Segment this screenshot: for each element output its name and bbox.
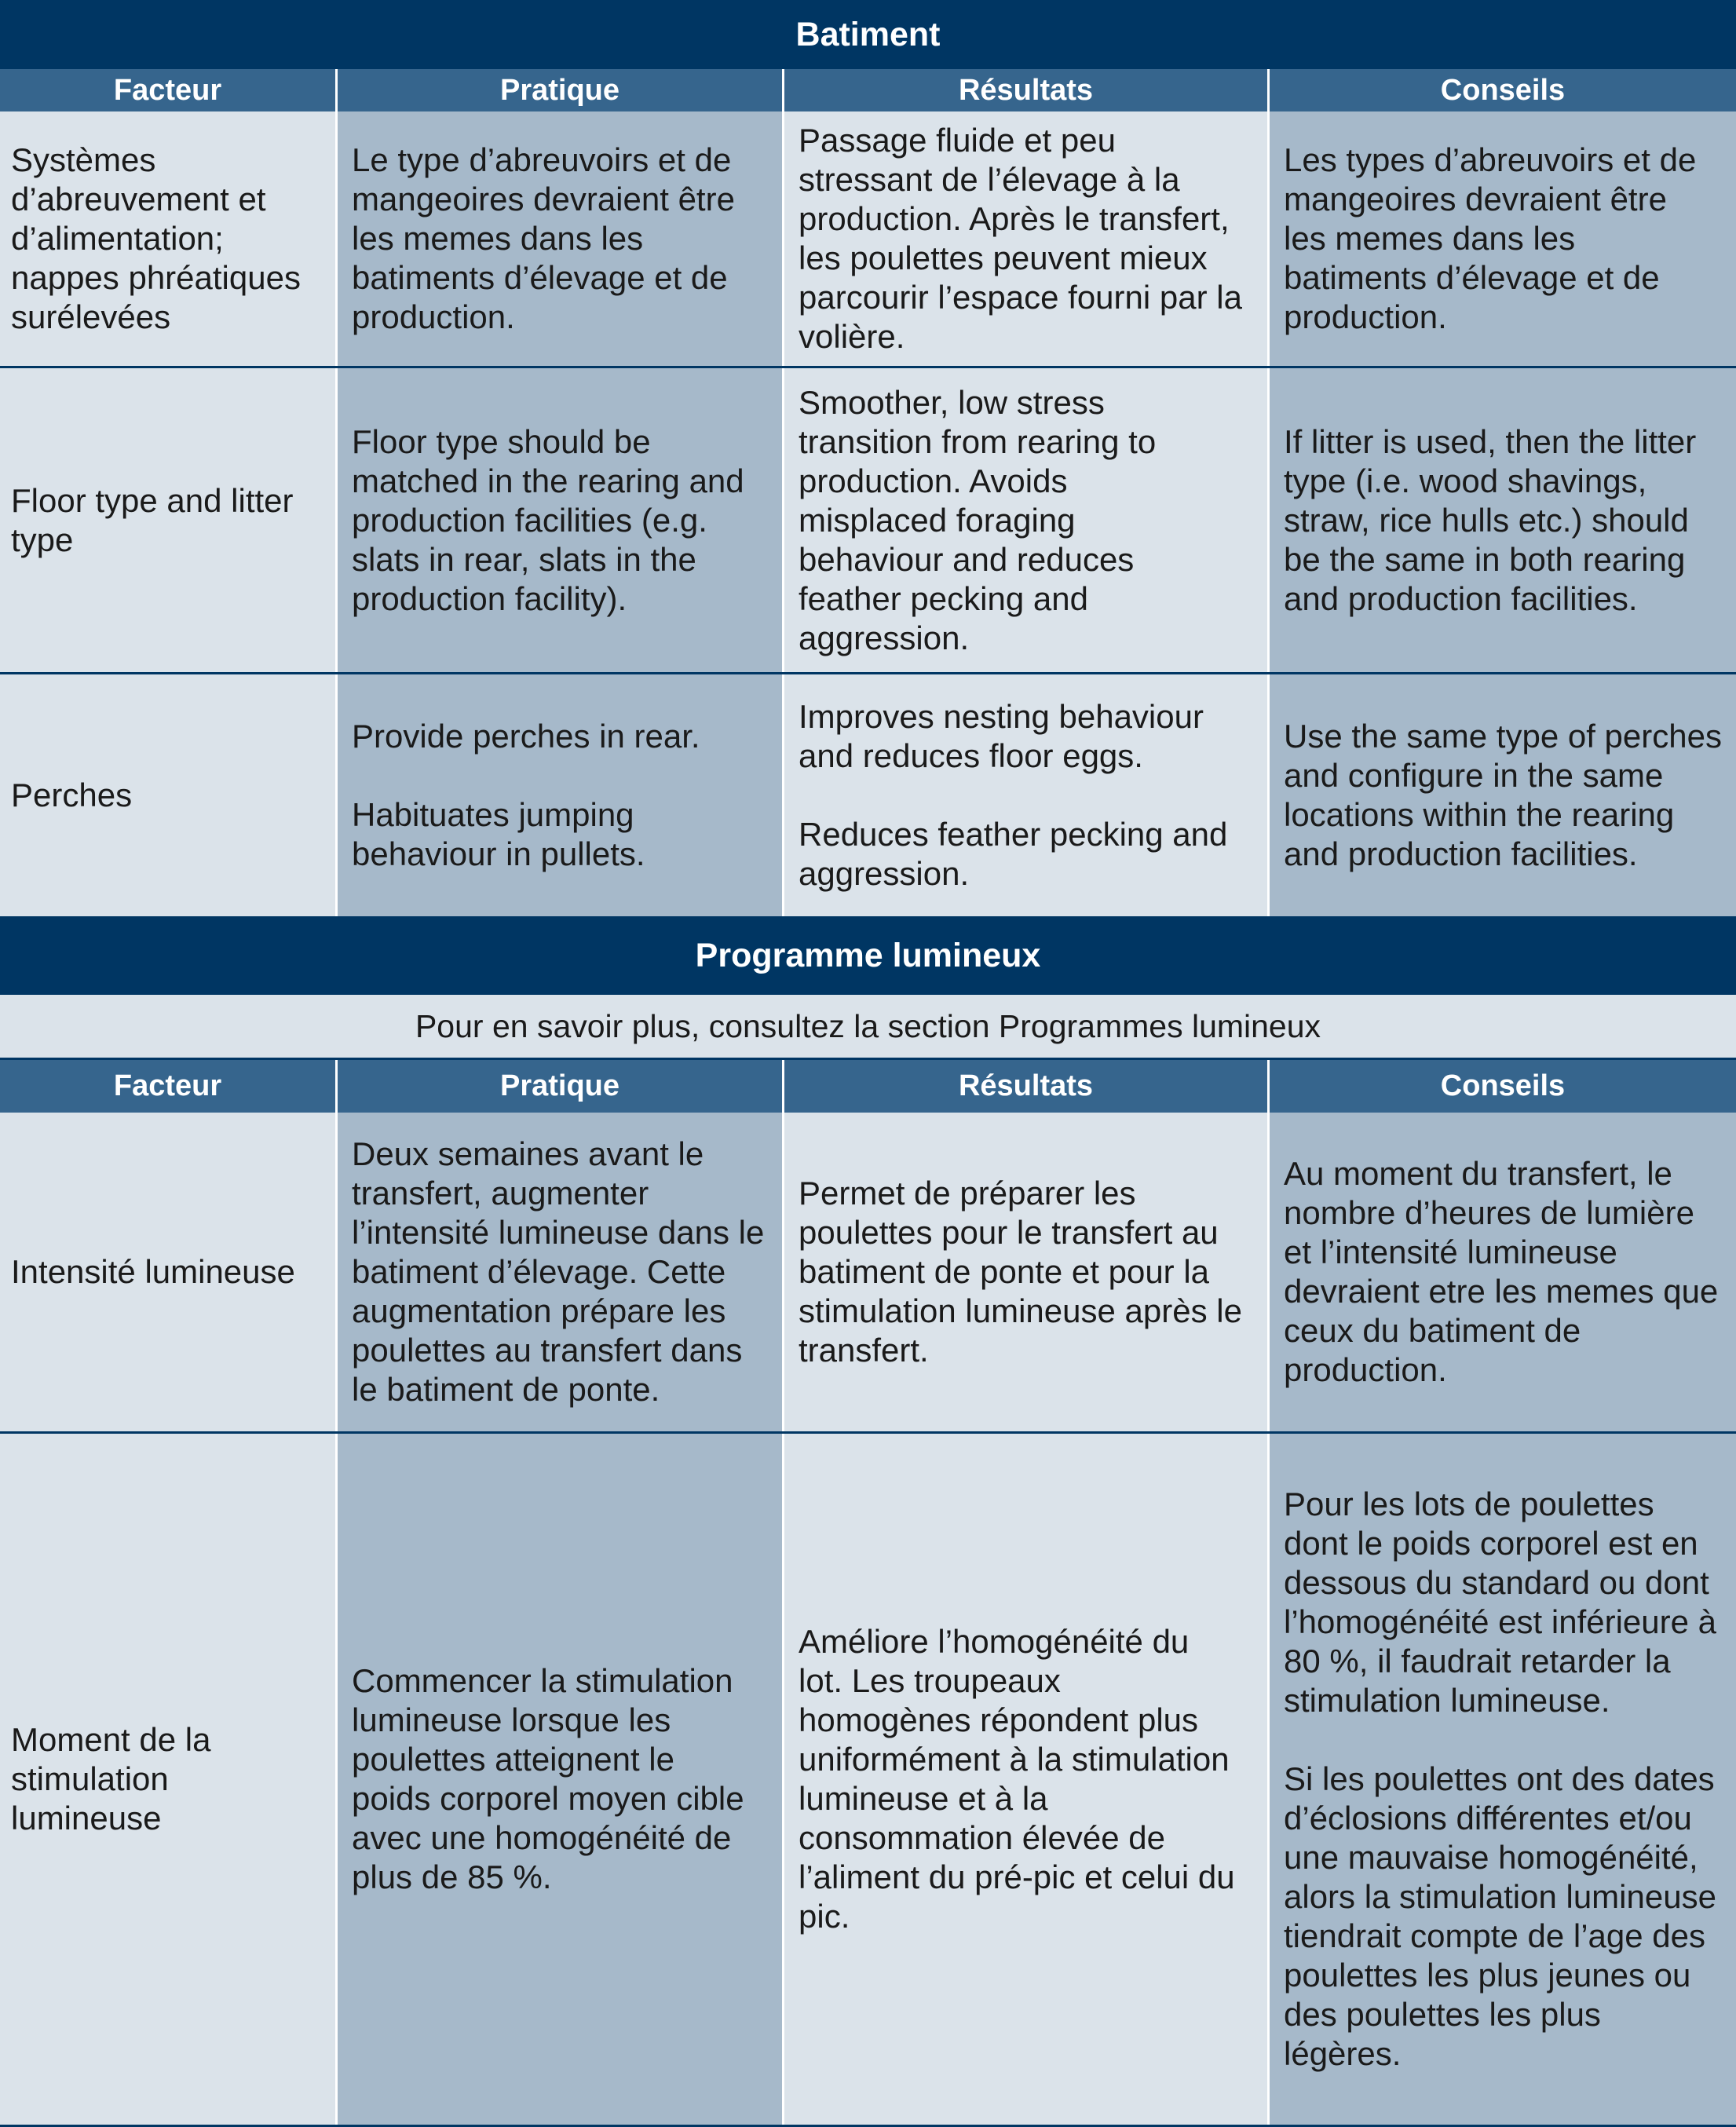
cell-facteur: Systèmes d’abreuvement et d’alimentation; nappes phréatiques surélevées xyxy=(0,111,335,366)
cell-facteur: Perches xyxy=(0,674,335,916)
header-resultats: Résultats xyxy=(958,1069,1094,1102)
header-resultats: Résultats xyxy=(958,73,1094,107)
cell-conseils: Pour les lots de poulettes dont le poids corporel est en dessous du standard ou dont l’homogénéité est inférieure à 80 %, il faudrait retarder la stimulation lumineuse. Si les poulettes ont des dates d’éclosions différentes et/ou une mauvaise homogénéité, alors la stimulation lumineuse tiendrait compte de l’age des poulettes les plus jeunes ou des poulettes les plus légères. xyxy=(1270,1434,1736,2125)
section-title-programme-lumineux xyxy=(0,916,1736,995)
header-pratique: Pratique xyxy=(499,1069,620,1102)
cell-resultats: Passage fluide et peu stressant de l’élevage à la production. Après le transfert, les poulettes peuvent mieux parcourir l’espace fourni par la volière. xyxy=(784,111,1267,366)
cell-conseils: If litter is used, then the litter type (i.e. wood shavings, straw, rice hulls etc.) should be the same in both rearing and production facilities. xyxy=(1270,368,1736,672)
table-row xyxy=(0,1434,1736,2127)
table-row xyxy=(0,111,1736,368)
cell-pratique: Le type d’abreuvoirs et de mangeoires devraient être les memes dans les batiments d’élevage et de production. xyxy=(338,111,782,366)
header-conseils: Conseils xyxy=(1440,1069,1566,1102)
section-note-text: Pour en savoir plus, consultez la section Programmes lumineux xyxy=(415,1007,1321,1044)
cell-resultats: Permet de préparer les poulettes pour le transfert au batiment de ponte et pour la stimulation lumineuse après le transfert. xyxy=(784,1113,1267,1431)
table-header-row xyxy=(0,69,1736,111)
header-facteur: Facteur xyxy=(113,1069,222,1102)
table-header-row xyxy=(0,1058,1736,1113)
cell-conseils: Au moment du transfert, le nombre d’heures de lumière et l’intensité lumineuse devraient etre les memes que ceux du batiment de production. xyxy=(1270,1113,1736,1431)
cell-conseils: Les types d’abreuvoirs et de mangeoires devraient être les memes dans les batiments d’élevage et de production. xyxy=(1270,111,1736,366)
cell-facteur: Intensité lumineuse xyxy=(0,1113,335,1431)
cell-resultats: Smoother, low stress transition from rearing to production. Avoids misplaced foraging behaviour and reduces feather pecking and aggression. xyxy=(784,368,1267,672)
section-title-text: Programme lumineux xyxy=(695,936,1041,974)
cell-pratique: Deux semaines avant le transfert, augmenter l’intensité lumineuse dans le batiment d’élevage. Cette augmentation prépare les poulettes au transfert dans le batiment de ponte. xyxy=(338,1113,782,1431)
table-row xyxy=(0,674,1736,916)
cell-facteur: Floor type and litter type xyxy=(0,368,335,672)
header-pratique: Pratique xyxy=(499,73,620,107)
cell-resultats: Improves nesting behaviour and reduces floor eggs. Reduces feather pecking and aggression. xyxy=(784,674,1267,916)
table-row xyxy=(0,1113,1736,1434)
section-title-batiment xyxy=(0,0,1736,69)
cell-pratique: Provide perches in rear. Habituates jumping behaviour in pullets. xyxy=(338,674,782,916)
table-row xyxy=(0,368,1736,674)
header-facteur: Facteur xyxy=(113,73,222,107)
cell-pratique: Commencer la stimulation lumineuse lorsque les poulettes atteignent le poids corporel moyen cible avec une homogénéité de plus de 85 %. xyxy=(338,1434,782,2125)
header-conseils: Conseils xyxy=(1440,73,1566,107)
section-title-text: Batiment xyxy=(795,15,941,53)
cell-conseils: Use the same type of perches and configure in the same locations within the rearing and production facilities. xyxy=(1270,674,1736,916)
cell-facteur: Moment de la stimulation lumineuse xyxy=(0,1434,335,2125)
cell-pratique: Floor type should be matched in the rearing and production facilities (e.g. slats in rear, slats in the production facility). xyxy=(338,368,782,672)
section-note xyxy=(0,995,1736,1058)
cell-resultats: Améliore l’homogénéité du lot. Les troupeaux homogènes répondent plus uniformément à la stimulation lumineuse et à la consommation élevée de l’aliment du pré-pic et celui du pic. xyxy=(784,1434,1267,2125)
